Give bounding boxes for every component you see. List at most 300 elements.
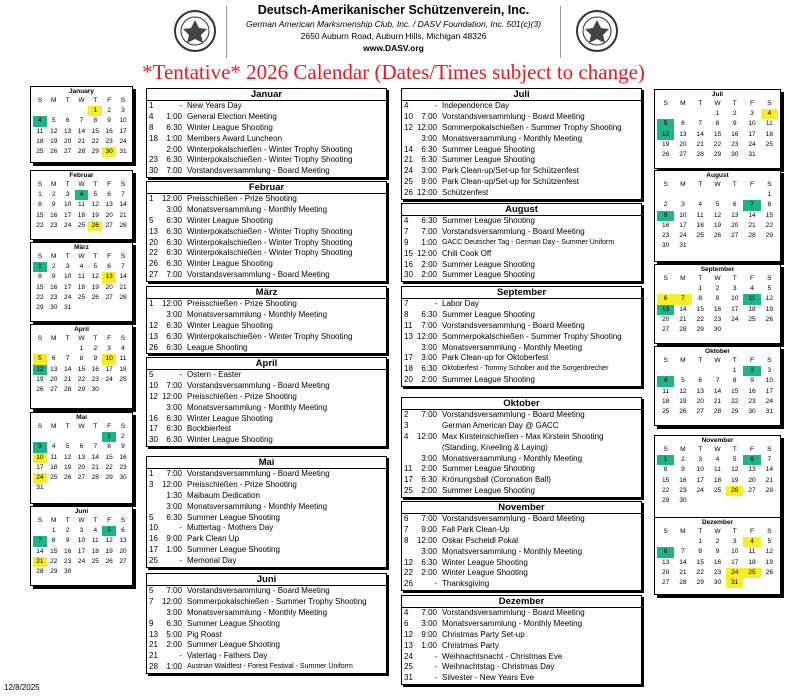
event-row[interactable] bbox=[402, 662, 641, 673]
day-cell[interactable]: 1 bbox=[698, 285, 703, 293]
day-cell[interactable]: 4 bbox=[761, 109, 778, 119]
day-cell[interactable]: 5 bbox=[33, 354, 47, 364]
event-row[interactable] bbox=[402, 155, 641, 166]
day-cell[interactable]: 20 bbox=[77, 463, 86, 471]
event-row[interactable] bbox=[147, 597, 386, 608]
day-cell[interactable]: 28 bbox=[696, 151, 704, 159]
day-cell[interactable]: 6 bbox=[65, 117, 70, 125]
day-cell[interactable]: 7 bbox=[33, 536, 47, 546]
day-cell[interactable]: 17 bbox=[696, 476, 704, 484]
event-row[interactable] bbox=[147, 259, 386, 270]
day-cell[interactable]: 26 bbox=[661, 151, 670, 159]
event-row[interactable] bbox=[402, 216, 641, 227]
day-cell[interactable]: 11 bbox=[743, 294, 760, 304]
day-cell[interactable]: 24 bbox=[765, 397, 773, 405]
day-cell[interactable]: 18 bbox=[748, 305, 756, 313]
day-cell[interactable]: 17 bbox=[63, 283, 72, 291]
day-cell[interactable]: 13 bbox=[119, 537, 127, 545]
day-cell[interactable]: 19 bbox=[91, 211, 99, 219]
day-cell[interactable]: 29 bbox=[713, 151, 722, 159]
event-row[interactable] bbox=[147, 403, 386, 414]
day-cell[interactable]: 28 bbox=[77, 148, 86, 156]
day-cell[interactable]: 10 bbox=[63, 273, 72, 281]
event-row[interactable] bbox=[402, 454, 641, 465]
event-row[interactable] bbox=[402, 321, 641, 332]
event-row[interactable] bbox=[147, 166, 386, 177]
day-cell[interactable]: 20 bbox=[50, 375, 58, 383]
day-cell[interactable]: 19 bbox=[63, 463, 72, 471]
day-cell[interactable]: 6 bbox=[657, 547, 674, 557]
event-row[interactable] bbox=[402, 464, 641, 475]
event-row[interactable] bbox=[147, 435, 386, 446]
day-cell[interactable]: 14 bbox=[36, 547, 44, 555]
day-cell[interactable]: 5 bbox=[102, 526, 116, 536]
event-row[interactable] bbox=[402, 547, 641, 558]
day-cell[interactable]: 7 bbox=[767, 456, 772, 464]
event-row[interactable] bbox=[147, 424, 386, 435]
day-cell[interactable]: 13 bbox=[661, 558, 670, 566]
day-cell[interactable]: 3 bbox=[732, 285, 737, 293]
day-cell[interactable]: 5 bbox=[732, 456, 737, 464]
day-cell[interactable]: 29 bbox=[105, 474, 113, 482]
day-cell[interactable]: 7 bbox=[65, 355, 70, 363]
day-cell[interactable]: 24 bbox=[33, 473, 47, 483]
day-cell[interactable]: 24 bbox=[63, 221, 72, 229]
day-cell[interactable]: 18 bbox=[661, 397, 670, 405]
day-cell[interactable]: 2 bbox=[743, 366, 760, 376]
day-cell[interactable]: 19 bbox=[679, 397, 687, 405]
day-cell[interactable]: 5 bbox=[715, 201, 720, 209]
day-cell[interactable]: 13 bbox=[102, 272, 116, 282]
day-cell[interactable]: 26 bbox=[679, 408, 687, 416]
day-cell[interactable]: 8 bbox=[38, 201, 42, 209]
event-row[interactable] bbox=[402, 188, 641, 199]
day-cell[interactable]: 11 bbox=[78, 201, 85, 209]
day-cell[interactable]: 1 bbox=[38, 191, 42, 199]
day-cell[interactable]: 16 bbox=[713, 558, 722, 566]
day-cell[interactable]: 29 bbox=[91, 148, 99, 156]
event-row[interactable] bbox=[147, 630, 386, 641]
event-row[interactable] bbox=[402, 486, 641, 497]
day-cell[interactable]: 17 bbox=[105, 365, 113, 373]
day-cell[interactable]: 3 bbox=[681, 201, 685, 209]
day-cell[interactable]: 21 bbox=[748, 221, 756, 229]
day-cell[interactable]: 5 bbox=[93, 191, 98, 199]
event-row[interactable] bbox=[402, 475, 641, 486]
day-cell[interactable]: 16 bbox=[119, 453, 127, 461]
day-cell[interactable]: 7 bbox=[698, 120, 703, 128]
day-cell[interactable]: 28 bbox=[63, 386, 72, 394]
event-row[interactable] bbox=[147, 248, 386, 259]
day-cell[interactable]: 9 bbox=[732, 120, 737, 128]
event-row[interactable] bbox=[402, 641, 641, 652]
day-cell[interactable]: 21 bbox=[696, 140, 704, 148]
day-cell[interactable]: 25 bbox=[765, 140, 773, 148]
day-cell[interactable]: 27 bbox=[105, 221, 113, 229]
day-cell[interactable]: 10 bbox=[731, 295, 739, 303]
day-cell[interactable]: 14 bbox=[91, 453, 99, 461]
day-cell[interactable]: 23 bbox=[105, 137, 113, 145]
day-cell[interactable]: 22 bbox=[91, 137, 99, 145]
event-row[interactable] bbox=[402, 177, 641, 188]
day-cell[interactable]: 9 bbox=[681, 466, 685, 474]
day-cell[interactable]: 12 bbox=[50, 127, 58, 135]
event-row[interactable] bbox=[147, 414, 386, 425]
day-cell[interactable]: 5 bbox=[93, 263, 98, 271]
day-cell[interactable]: 11 bbox=[91, 537, 99, 545]
event-row[interactable] bbox=[402, 364, 641, 375]
day-cell[interactable]: 17 bbox=[731, 305, 739, 313]
day-cell[interactable]: 24 bbox=[119, 137, 127, 145]
day-cell[interactable]: 27 bbox=[50, 386, 58, 394]
day-cell[interactable]: 19 bbox=[91, 283, 99, 291]
day-cell[interactable]: 20 bbox=[105, 211, 113, 219]
day-cell[interactable]: 12 bbox=[731, 466, 739, 474]
day-cell[interactable]: 18 bbox=[765, 130, 773, 138]
event-row[interactable] bbox=[147, 145, 386, 156]
day-cell[interactable]: 7 bbox=[121, 191, 125, 199]
day-cell[interactable]: 29 bbox=[50, 568, 58, 576]
day-cell[interactable]: 18 bbox=[748, 558, 756, 566]
day-cell[interactable]: 6 bbox=[732, 201, 737, 209]
event-row[interactable] bbox=[402, 568, 641, 579]
day-cell[interactable]: 16 bbox=[661, 221, 670, 229]
day-cell[interactable]: 24 bbox=[105, 375, 113, 383]
day-cell[interactable]: 29 bbox=[765, 232, 773, 240]
day-cell[interactable]: 25 bbox=[119, 375, 127, 383]
day-cell[interactable]: 7 bbox=[93, 443, 98, 451]
day-cell[interactable]: 22 bbox=[696, 568, 704, 576]
day-cell[interactable]: 4 bbox=[121, 345, 125, 353]
event-row[interactable] bbox=[402, 343, 641, 354]
day-cell[interactable]: 20 bbox=[731, 221, 739, 229]
day-cell[interactable]: 9 bbox=[121, 443, 125, 451]
event-row[interactable] bbox=[147, 270, 386, 281]
day-cell[interactable]: 31 bbox=[63, 304, 72, 312]
day-cell[interactable]: 23 bbox=[50, 293, 58, 301]
day-cell[interactable]: 5 bbox=[65, 443, 70, 451]
day-cell[interactable]: 3 bbox=[107, 345, 111, 353]
day-cell[interactable]: 21 bbox=[119, 283, 127, 291]
day-cell[interactable]: 18 bbox=[119, 365, 127, 373]
day-cell[interactable]: 19 bbox=[105, 547, 113, 555]
day-cell[interactable]: 11 bbox=[36, 127, 44, 135]
day-cell[interactable]: 8 bbox=[732, 377, 737, 385]
day-cell[interactable]: 3 bbox=[65, 191, 70, 199]
event-row[interactable] bbox=[402, 421, 641, 432]
day-cell[interactable]: 22 bbox=[36, 221, 44, 229]
day-cell[interactable]: 26 bbox=[88, 221, 102, 231]
day-cell[interactable]: 3 bbox=[79, 527, 84, 535]
day-cell[interactable]: 10 bbox=[63, 201, 72, 209]
day-cell[interactable]: 18 bbox=[77, 211, 86, 219]
day-cell[interactable]: 17 bbox=[765, 387, 773, 395]
event-row[interactable] bbox=[147, 310, 386, 321]
day-cell[interactable]: 20 bbox=[679, 140, 687, 148]
day-cell[interactable]: 2 bbox=[681, 456, 685, 464]
day-cell[interactable]: 26 bbox=[63, 474, 72, 482]
day-cell[interactable]: 16 bbox=[50, 211, 58, 219]
day-cell[interactable]: 17 bbox=[63, 211, 72, 219]
day-cell[interactable]: 25 bbox=[50, 474, 58, 482]
event-row[interactable] bbox=[402, 134, 641, 145]
day-cell[interactable]: 7 bbox=[681, 548, 685, 556]
day-cell[interactable]: 18 bbox=[50, 463, 58, 471]
day-cell[interactable]: 26 bbox=[765, 315, 773, 323]
day-cell[interactable]: 27 bbox=[63, 148, 72, 156]
day-cell[interactable]: 30 bbox=[63, 568, 72, 576]
day-cell[interactable]: 21 bbox=[33, 557, 47, 567]
day-cell[interactable]: 12 bbox=[765, 548, 773, 556]
day-cell[interactable]: 26 bbox=[713, 232, 722, 240]
day-cell[interactable]: 22 bbox=[105, 463, 113, 471]
day-cell[interactable]: 25 bbox=[36, 148, 44, 156]
day-cell[interactable]: 1 bbox=[732, 367, 737, 375]
day-cell[interactable]: 25 bbox=[713, 486, 722, 494]
event-row[interactable] bbox=[402, 514, 641, 525]
day-cell[interactable]: 14 bbox=[679, 305, 687, 313]
day-cell[interactable]: 20 bbox=[696, 397, 704, 405]
day-cell[interactable]: 20 bbox=[63, 137, 72, 145]
day-cell[interactable]: 29 bbox=[696, 326, 704, 334]
day-cell[interactable]: 12 bbox=[63, 453, 72, 461]
day-cell[interactable]: 8 bbox=[79, 355, 84, 363]
event-row[interactable] bbox=[402, 353, 641, 364]
day-cell[interactable]: 19 bbox=[661, 140, 670, 148]
day-cell[interactable]: 11 bbox=[765, 120, 773, 128]
event-row[interactable] bbox=[402, 525, 641, 536]
day-cell[interactable]: 29 bbox=[696, 579, 704, 587]
day-cell[interactable]: 22 bbox=[36, 293, 44, 301]
day-cell[interactable]: 27 bbox=[661, 326, 670, 334]
event-row[interactable] bbox=[402, 558, 641, 569]
event-row[interactable] bbox=[147, 513, 386, 524]
day-cell[interactable]: 7 bbox=[743, 200, 760, 210]
day-cell[interactable]: 18 bbox=[713, 476, 722, 484]
day-cell[interactable]: 9 bbox=[51, 273, 56, 281]
day-cell[interactable]: 29 bbox=[731, 408, 739, 416]
event-row[interactable] bbox=[402, 101, 641, 112]
day-cell[interactable]: 25 bbox=[696, 232, 704, 240]
day-cell[interactable]: 23 bbox=[63, 557, 72, 565]
day-cell[interactable]: 30 bbox=[731, 151, 739, 159]
day-cell[interactable]: 8 bbox=[51, 537, 56, 545]
day-cell[interactable]: 11 bbox=[748, 548, 756, 556]
event-row[interactable] bbox=[402, 673, 641, 684]
day-cell[interactable]: 23 bbox=[50, 221, 58, 229]
day-cell[interactable]: 18 bbox=[77, 283, 86, 291]
day-cell[interactable]: 14 bbox=[765, 466, 773, 474]
day-cell[interactable]: 4 bbox=[33, 116, 47, 126]
day-cell[interactable]: 3 bbox=[65, 263, 70, 271]
event-row[interactable] bbox=[402, 410, 641, 421]
day-cell[interactable]: 28 bbox=[679, 326, 687, 334]
day-cell[interactable]: 5 bbox=[681, 377, 685, 385]
day-cell[interactable]: 4 bbox=[715, 456, 720, 464]
day-cell[interactable]: 24 bbox=[696, 486, 704, 494]
day-cell[interactable]: 10 bbox=[119, 117, 127, 125]
day-cell[interactable]: 5 bbox=[657, 119, 674, 129]
day-cell[interactable]: 4 bbox=[51, 443, 56, 451]
day-cell[interactable]: 23 bbox=[91, 375, 99, 383]
event-row[interactable] bbox=[147, 299, 386, 310]
day-cell[interactable]: 16 bbox=[63, 547, 72, 555]
day-cell[interactable]: 15 bbox=[713, 130, 722, 138]
day-cell[interactable]: 14 bbox=[119, 273, 127, 281]
event-row[interactable] bbox=[147, 534, 386, 545]
day-cell[interactable]: 7 bbox=[715, 377, 720, 385]
day-cell[interactable]: 11 bbox=[662, 387, 670, 395]
day-cell[interactable]: 15 bbox=[105, 453, 113, 461]
event-row[interactable] bbox=[147, 227, 386, 238]
day-cell[interactable]: 9 bbox=[51, 201, 56, 209]
day-cell[interactable]: 3 bbox=[698, 456, 703, 464]
day-cell[interactable]: 31 bbox=[726, 578, 743, 588]
day-cell[interactable]: 1 bbox=[715, 110, 720, 118]
day-cell[interactable]: 2 bbox=[121, 433, 125, 441]
day-cell[interactable]: 20 bbox=[661, 315, 670, 323]
day-cell[interactable]: 9 bbox=[93, 355, 98, 363]
day-cell[interactable]: 23 bbox=[713, 568, 722, 576]
event-row[interactable] bbox=[147, 545, 386, 556]
day-cell[interactable]: 30 bbox=[91, 386, 99, 394]
day-cell[interactable]: 22 bbox=[77, 375, 86, 383]
event-row[interactable] bbox=[147, 205, 386, 216]
day-cell[interactable]: 17 bbox=[36, 463, 44, 471]
day-cell[interactable]: 5 bbox=[767, 285, 772, 293]
day-cell[interactable]: 2 bbox=[732, 110, 737, 118]
day-cell[interactable]: 23 bbox=[731, 140, 739, 148]
day-cell[interactable]: 22 bbox=[50, 557, 58, 565]
event-row[interactable] bbox=[147, 586, 386, 597]
day-cell[interactable]: 6 bbox=[121, 527, 125, 535]
day-cell[interactable]: 27 bbox=[731, 232, 739, 240]
day-cell[interactable]: 29 bbox=[77, 386, 86, 394]
day-cell[interactable]: 24 bbox=[731, 315, 739, 323]
day-cell[interactable]: 8 bbox=[93, 117, 98, 125]
day-cell[interactable]: 16 bbox=[105, 127, 113, 135]
day-cell[interactable]: 24 bbox=[726, 568, 743, 578]
event-row[interactable] bbox=[402, 145, 641, 156]
event-row[interactable] bbox=[147, 101, 386, 112]
day-cell[interactable]: 20 bbox=[119, 547, 127, 555]
day-cell[interactable]: 15 bbox=[696, 558, 704, 566]
event-row[interactable] bbox=[402, 260, 641, 271]
day-cell[interactable]: 18 bbox=[36, 137, 44, 145]
day-cell[interactable]: 16 bbox=[748, 387, 756, 395]
day-cell[interactable]: 10 bbox=[748, 120, 756, 128]
day-cell[interactable]: 6 bbox=[51, 355, 56, 363]
day-cell[interactable]: 15 bbox=[50, 547, 58, 555]
day-cell[interactable]: 12 bbox=[33, 365, 47, 375]
day-cell[interactable]: 7 bbox=[121, 263, 125, 271]
day-cell[interactable]: 2 bbox=[51, 191, 56, 199]
event-row[interactable] bbox=[402, 299, 641, 310]
day-cell[interactable]: 28 bbox=[765, 486, 773, 494]
day-cell[interactable]: 25 bbox=[661, 408, 670, 416]
day-cell[interactable]: 8 bbox=[38, 273, 42, 281]
day-cell[interactable]: 24 bbox=[77, 557, 86, 565]
day-cell[interactable]: 17 bbox=[119, 127, 127, 135]
day-cell[interactable]: 15 bbox=[696, 305, 704, 313]
day-cell[interactable]: 30 bbox=[713, 326, 722, 334]
event-row[interactable] bbox=[147, 216, 386, 227]
event-row[interactable] bbox=[147, 651, 386, 662]
event-row[interactable] bbox=[402, 652, 641, 663]
day-cell[interactable]: 22 bbox=[731, 397, 739, 405]
day-cell[interactable]: 12 bbox=[679, 387, 687, 395]
day-cell[interactable]: 1 bbox=[767, 191, 772, 199]
day-cell[interactable]: 14 bbox=[679, 558, 687, 566]
event-row[interactable] bbox=[402, 608, 641, 619]
day-cell[interactable]: 6 bbox=[79, 443, 84, 451]
day-cell[interactable]: 11 bbox=[50, 453, 58, 461]
day-cell[interactable]: 4 bbox=[750, 285, 754, 293]
day-cell[interactable]: 22 bbox=[765, 221, 773, 229]
day-cell[interactable]: 17 bbox=[731, 558, 739, 566]
event-row[interactable] bbox=[147, 238, 386, 249]
day-cell[interactable]: 31 bbox=[36, 484, 44, 492]
day-cell[interactable]: 6 bbox=[657, 294, 674, 304]
event-row[interactable] bbox=[147, 480, 386, 491]
day-cell[interactable]: 9 bbox=[107, 117, 111, 125]
day-cell[interactable]: 12 bbox=[105, 537, 113, 545]
day-cell[interactable]: 27 bbox=[748, 486, 756, 494]
event-row[interactable] bbox=[402, 123, 641, 134]
day-cell[interactable]: 2 bbox=[93, 345, 98, 353]
day-cell[interactable]: 2 bbox=[107, 107, 111, 115]
event-row[interactable] bbox=[147, 523, 386, 534]
day-cell[interactable]: 16 bbox=[679, 476, 687, 484]
day-cell[interactable]: 7 bbox=[674, 294, 691, 304]
day-cell[interactable]: 10 bbox=[696, 466, 704, 474]
day-cell[interactable]: 23 bbox=[713, 315, 722, 323]
event-row[interactable] bbox=[402, 270, 641, 281]
day-cell[interactable]: 3 bbox=[33, 442, 47, 452]
day-cell[interactable]: 26 bbox=[726, 486, 743, 496]
event-row[interactable] bbox=[147, 608, 386, 619]
day-cell[interactable]: 12 bbox=[713, 211, 722, 219]
day-cell[interactable]: 30 bbox=[50, 304, 58, 312]
day-cell[interactable]: 1 bbox=[657, 455, 674, 465]
event-row[interactable] bbox=[402, 310, 641, 321]
day-cell[interactable]: 4 bbox=[743, 537, 760, 547]
day-cell[interactable]: 24 bbox=[679, 232, 687, 240]
day-cell[interactable]: 20 bbox=[105, 283, 113, 291]
day-cell[interactable]: 7 bbox=[79, 117, 84, 125]
day-cell[interactable]: 8 bbox=[767, 201, 772, 209]
day-cell[interactable]: 9 bbox=[750, 377, 754, 385]
day-cell[interactable]: 21 bbox=[91, 463, 99, 471]
day-cell[interactable]: 27 bbox=[119, 557, 127, 565]
day-cell[interactable]: 1 bbox=[79, 345, 84, 353]
event-row[interactable] bbox=[402, 579, 641, 590]
day-cell[interactable]: 30 bbox=[102, 147, 116, 157]
day-cell[interactable]: 21 bbox=[119, 211, 127, 219]
event-row[interactable] bbox=[402, 630, 641, 641]
day-cell[interactable]: 24 bbox=[63, 293, 72, 301]
day-cell[interactable]: 27 bbox=[661, 579, 670, 587]
event-row[interactable] bbox=[147, 321, 386, 332]
day-cell[interactable]: 8 bbox=[663, 466, 668, 474]
day-cell[interactable]: 9 bbox=[715, 548, 720, 556]
day-cell[interactable]: 5 bbox=[51, 117, 56, 125]
day-cell[interactable]: 12 bbox=[91, 273, 99, 281]
event-row[interactable] bbox=[147, 155, 386, 166]
day-cell[interactable]: 4 bbox=[79, 263, 84, 271]
event-row[interactable] bbox=[147, 662, 386, 673]
day-cell[interactable]: 19 bbox=[713, 221, 722, 229]
